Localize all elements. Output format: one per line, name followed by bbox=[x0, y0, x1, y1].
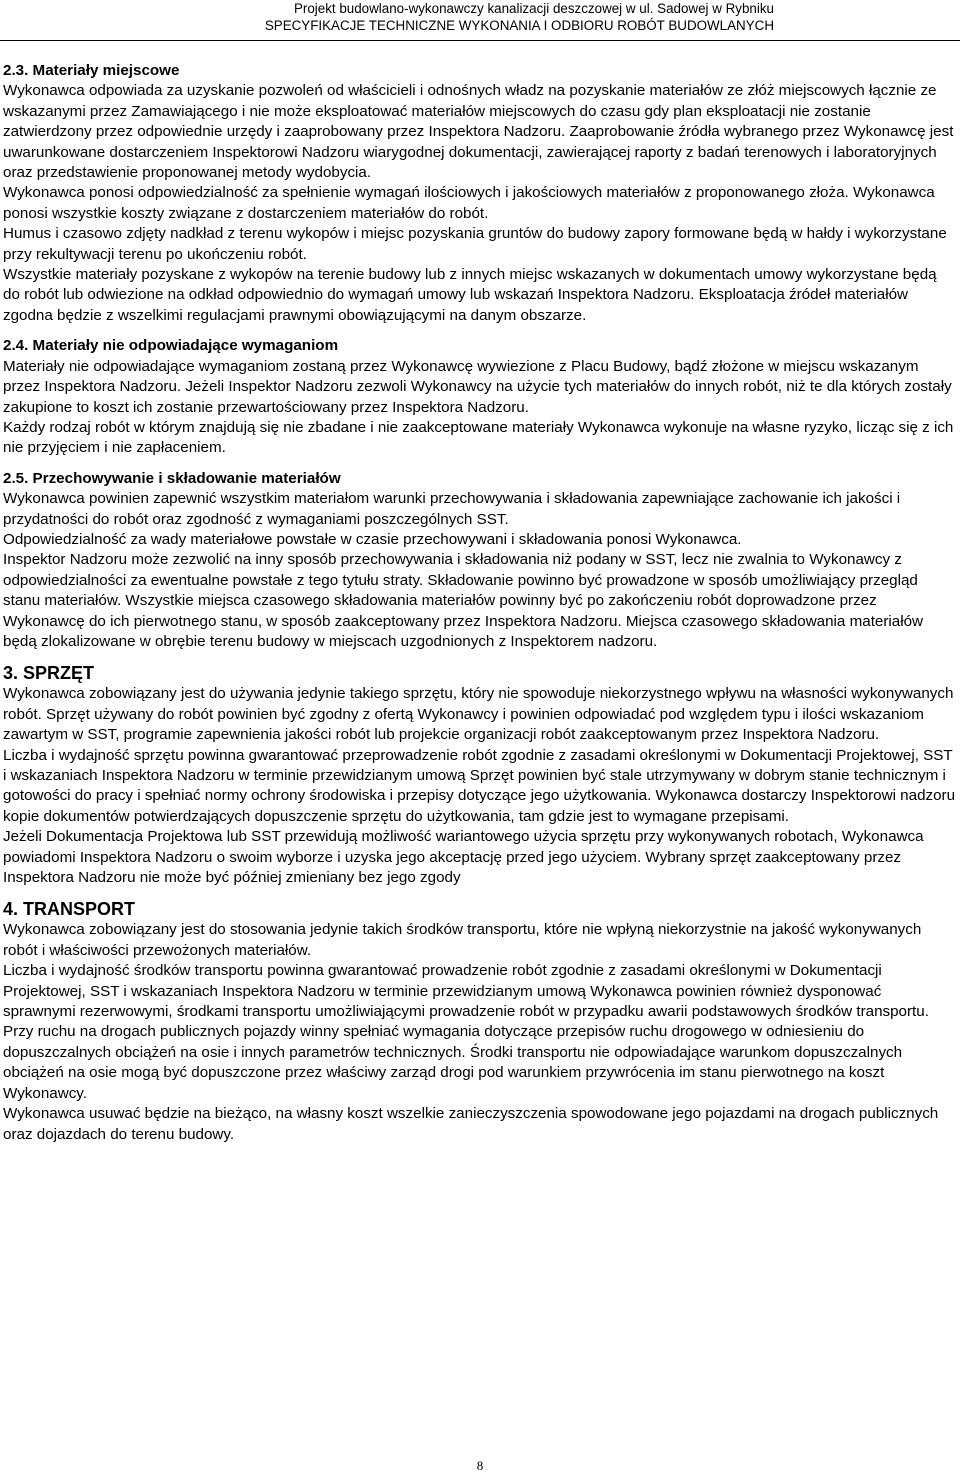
header-divider bbox=[0, 40, 960, 41]
page-number: 8 bbox=[476, 1458, 484, 1473]
header-spec-title: SPECYFIKACJE TECHNICZNE WYKONANIA I ODBIORU ROBÓT BUDOWLANYCH bbox=[264, 18, 774, 33]
section-2-5 bbox=[3, 469, 957, 653]
section-2-3 bbox=[3, 61, 957, 326]
paragraph: Wykonawca powinien zapewnić wszystkim materiałom warunki przechowywania i składowania zapewniające zachowanie ich jakości i przydatności do robót oraz zgodność z wymaganiami poszczególnych SST. bbox=[3, 490, 901, 528]
section-heading: 2.5. Przechowywanie i składowanie materiałów bbox=[3, 469, 341, 487]
section-3-sprzet bbox=[3, 662, 957, 888]
paragraph: Wykonawca odpowiada za uzyskanie pozwoleń od właścicieli i odnośnych władz na pozyskanie materiałów ze złóż miejscowych łącznie ze wskazanymi przez Zamawiającego i nie może eksploatować materiałów miejscowych do czasu gdy plan eksploatacji nie zostanie zatwierdzony przez odpowiednie urzędy i zaaprobowany przez Inspektora Nadzoru. Zaaprobowanie źródła wybranego przez Wykonawcę jest uwarunkowane dostarczeniem Inspektorowi Nadzoru wiarygodnej dokumentacji, zawierającej raporty z badań terenowych i laboratoryjnych oraz przedstawienie proponowanej metody wydobycia. bbox=[3, 82, 954, 182]
paragraph: Wykonawca zobowiązany jest do stosowania jedynie takich środków transportu, które nie wpłyną niekorzystnie na jakość wykonywanych robót i właściwości przewożonych materiałów. bbox=[3, 921, 922, 959]
section-heading: 2.3. Materiały miejscowe bbox=[3, 62, 180, 79]
paragraph: Odpowiedzialność za wady materiałowe powstałe w czasie przechowywani i składowania ponosi Wykonawca. bbox=[3, 530, 742, 548]
document-body bbox=[3, 61, 957, 1155]
section-heading: 3. SPRZĘT bbox=[3, 663, 95, 684]
paragraph: Humus i czasowo zdjęty nadkład z terenu wykopów i miejsc pozyskania gruntów do budowy zapory formowane będą w hałdy i wykorzystane przy rekultywacji terenu po ukończeniu robót. bbox=[3, 225, 947, 263]
section-4-transport bbox=[3, 898, 957, 1144]
paragraph: Przy ruchu na drogach publicznych pojazdy winny spełniać wymagania dotyczące przepisów ruchu drogowego w odniesieniu do dopuszczalnych obciążeń na osie i innych parametrów technicznych. Środki transportu nie odpowiadające warunkom dopuszczalnych obciążeń na osie mogą być dopuszczone przez właściwy zarząd drogi pod warunkiem przywrócenia im stanu pierwotnego na koszt Wykonawcy. bbox=[3, 1023, 903, 1102]
section-2-4 bbox=[3, 336, 957, 458]
paragraph: Wykonawca usuwać będzie na bieżąco, na własny koszt wszelkie zanieczyszczenia spowodowane jego pojazdami na drogach publicznych oraz dojazdach do terenu budowy. bbox=[3, 1105, 939, 1143]
section-heading: 2.4. Materiały nie odpowiadające wymaganiom bbox=[3, 337, 339, 355]
paragraph: Wszystkie materiały pozyskane z wykopów na terenie budowy lub z innych miejsc wskazanych w dokumentach umowy wykorzystane będą do robót lub odwiezione na odkład odpowiednio do wymagań umowy lub wskazań Inspektora Nadzoru. Eksploatacja źródeł materiałów zgodna będzie z wszelkimi regulacjami prawnymi obowiązującymi na danym obszarze. bbox=[3, 266, 937, 324]
paragraph: Inspektor Nadzoru może zezwolić na inny sposób przechowywania i składowania niż podany w SST, lecz nie zwalnia to Wykonawcy z odpowiedzialności za ewentualne powstałe z tego tytułu straty. Składowanie powinno być prowadzone w sposób umożliwiający przegląd stanu materiałów. Wszystkie miejsca czasowego składowania materiałów powinny być po zakończeniu robót doprowadzone przez Wykonawcę do ich pierwotnego stanu, w sposób zaakceptowany przez Inspektora Nadzoru. Miejsca czasowego składowania materiałów będą zlokalizowane w obrębie terenu budowy w miejscach uzgodnionych z Inspektorem nadzoru. bbox=[3, 551, 924, 650]
paragraph: Wykonawca zobowiązany jest do używania jedynie takiego sprzętu, który nie spowoduje niekorzystnego wpływu na własności wykonywanych robót. Sprzęt używany do robót powinien być zgodny z ofertą Wykonawcy i powinien odpowiadać pod względem typu i ilości wskazaniom zawartym w SST, programie zapewnienia jakości robót lub projekcie organizacji robót zaakceptowanym przez Inspektora Nadzoru. bbox=[3, 685, 954, 744]
paragraph: Materiały nie odpowiadające wymaganiom zostaną przez Wykonawcę wywiezione z Placu Budowy, bądź złożone w miejscu wskazanym przez Inspektora Nadzoru. Jeżeli Inspektor Nadzoru zezwoli Wykonawcy na użycie tych materiałów do innych robót, niż te dla których zostały zakupione to koszt ich zostanie przewartościowany przez Inspektora Nadzoru. bbox=[3, 357, 952, 416]
section-heading: 4. TRANSPORT bbox=[3, 899, 136, 920]
header-project-title: Projekt budowlano-wykonawczy kanalizacji deszczowej w ul. Sadowej w Rybniku bbox=[293, 1, 774, 16]
paragraph: Jeżeli Dokumentacja Projektowa lub SST przewidują możliwość wariantowego użycia sprzętu przy wykonywanych robotach, Wykonawca powiadomi Inspektora Nadzoru o swoim wyborze i uzyska jego akceptację przed jego użyciem. Wybrany sprzęt zaakceptowany przez Inspektora Nadzoru nie może być później zmieniany bez jego zgody bbox=[3, 828, 924, 887]
paragraph: Wykonawca ponosi odpowiedzialność za spełnienie wymagań ilościowych i jakościowych materiałów z proponowanego złoża. Wykonawca ponosi wszystkie koszty związane z dostarczeniem materiałów do robót. bbox=[3, 184, 935, 222]
paragraph: Każdy rodzaj robót w którym znajdują się nie zbadane i nie zaakceptowane materiały Wykonawca wykonuje na własne ryzyko, licząc się z ich nie przyjęciem i nie zapłaceniem. bbox=[3, 418, 954, 457]
paragraph: Liczba i wydajność sprzętu powinna gwarantować przeprowadzenie robót zgodnie z zasadami określonymi w Dokumentacji Projektowej, SST i wskazaniach Inspektora Nadzoru w terminie przewidzianym umową Sprzęt powinien być stale utrzymywany w dobrym stanie technicznym i gotowości do pracy i spełniać normy ochrony środowiska i przepisy dotyczące jego użytkowania. Wykonawca dostarczy Inspektorowi nadzoru kopie dokumentów potwierdzających dopuszczenie sprzętu do użytkowania, tam gdzie jest to wymagane przepisami. bbox=[3, 746, 956, 825]
paragraph: Liczba i wydajność środków transportu powinna gwarantować prowadzenie robót zgodnie z zasadami określonymi w Dokumentacji Projektowej, SST i wskazaniach Inspektora Nadzoru w terminie przewidzianym umową Wykonawca powinien również dysponować sprawnymi rezerwowymi, środkami transportu umożliwiającymi prowadzenie robót w przypadku awarii podstawowych środków transportu. bbox=[3, 962, 929, 1021]
